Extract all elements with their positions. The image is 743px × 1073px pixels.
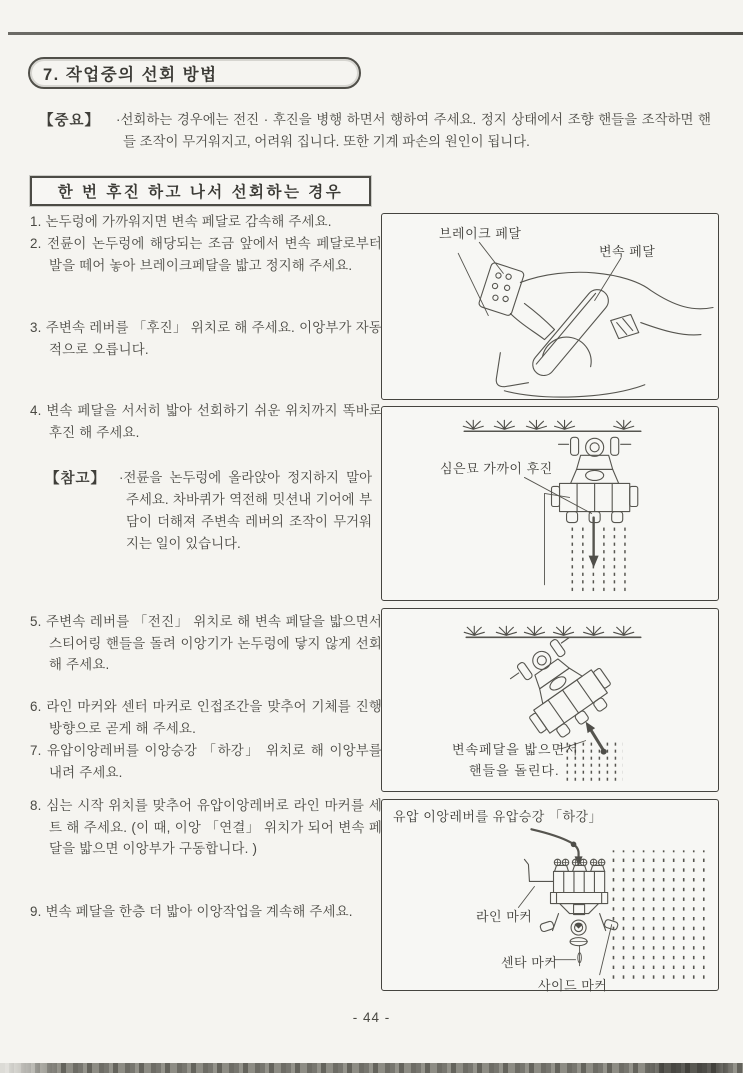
step-text: 전륜이 논두렁에 해당되는 조금 앞에서 변속 페달로부터 발을 떼어 놓아 브레이크페달을 밟고 정지해 주세요. [47,236,383,273]
shift-pedal-label: 변속 페달 [599,244,656,259]
step-number: 7. [30,743,42,758]
step-number: 6. [30,699,42,714]
line-marker-label: 라인 마커 [476,909,533,924]
important-note [39,109,711,152]
lower-lever-caption: 유압 이앙레버를 유압승강 「하강」 [393,809,603,824]
step-text: 주변속 레버를 「전진」 위치로 해 변속 페달을 밟으면서 스티어링 핸들을 돌려 이앙기가 논두렁에 닿지 않게 선회해 주세요. [46,614,382,672]
step-5 [30,611,382,676]
side-marker-label: 사이드 마커 [538,978,608,993]
step-3 [30,317,382,360]
reverse-caption: 심은묘 가까이 후진 [440,461,553,476]
step-7 [30,740,382,783]
step-text: 라인 마커와 센터 마커로 인접조간을 맞추어 기체를 진행 방향으로 곧게 해 주세요. [46,699,382,736]
step-number: 3. [30,320,42,335]
figure-turning [381,608,719,792]
step-8 [30,795,382,860]
step-number: 8. [30,798,42,813]
center-marker-label: 센타 마커 [501,955,558,970]
scan-edge-bottom [0,1063,743,1073]
step-1 [30,211,382,233]
important-note-text: ·선회하는 경우에는 전진 · 후진을 병행 하면서 행하여 주세요. 정지 상태에서 조향 핸들을 조작하면 핸들 조작이 무거워지고, 어려워 집니다. 또한 기계 파손의 원인이 됩니다. [116,112,711,149]
reverse-line-drawing [382,407,718,600]
step-9 [30,901,382,923]
step-number: 4. [30,403,42,418]
step-2 [30,233,382,276]
step-text: 심는 시작 위치를 맞추어 유압이앙레버로 라인 마커를 세트 해 주세요. (이 때, 이앙 「연결」 위치가 되어 변속 페달을 밟으면 이앙부가 구동합니다. ) [46,798,382,856]
page-number: - 44 - [352,1010,391,1025]
figure-lowering-markers [381,799,719,991]
reference-note-text: ·전륜을 논두렁에 올라앉아 정지하지 말아 주세요. 차바퀴가 역전해 밋션내 기어에 부담이 더해져 주변속 레버의 조작이 무거워지는 일이 있습니다. [119,470,373,551]
figure-reverse-near-seedlings [381,406,719,601]
step-text: 유압이앙레버를 이앙승강 「하강」 위치로 해 이앙부를 내려 주세요. [47,743,383,780]
reference-note-label: 【참고】 [45,471,107,487]
section-heading-text: 한 번 후진 하고 나서 선회하는 경우 [57,184,344,201]
pedals-line-drawing [382,214,718,399]
turning-caption-line1: 변속페달을 밟으면서 [452,742,579,757]
scan-edge-top [8,32,743,35]
brake-pedal-label: 브레이크 페달 [439,226,522,241]
step-number: 2. [30,236,42,251]
step-text: 변속 페달을 한층 더 밟아 이앙작업을 계속해 주세요. [45,904,353,919]
turning-caption-line2: 핸들을 돌린다. [469,763,560,778]
step-text: 주변속 레버를 「후진」 위치로 해 주세요. 이앙부가 자동적으로 오릅니다. [45,320,383,357]
reference-note [45,467,372,555]
step-text: 논두렁에 가까워지면 변속 페달로 감속해 주세요. [45,214,332,229]
step-number: 9. [30,904,42,919]
step-4 [30,400,382,443]
step-text: 변속 페달을 서서히 밟아 선회하기 쉬운 위치까지 똑바로 후진 해 주세요. [46,403,382,440]
step-number: 1. [30,214,42,229]
step-number: 5. [30,614,42,629]
important-note-label: 【중요】 [39,113,101,129]
page-title-text: 7. 작업중의 선회 방법 [43,66,218,84]
page-title [28,57,361,89]
step-6 [30,696,382,739]
section-heading [30,176,371,206]
figure-pedals [381,213,719,400]
